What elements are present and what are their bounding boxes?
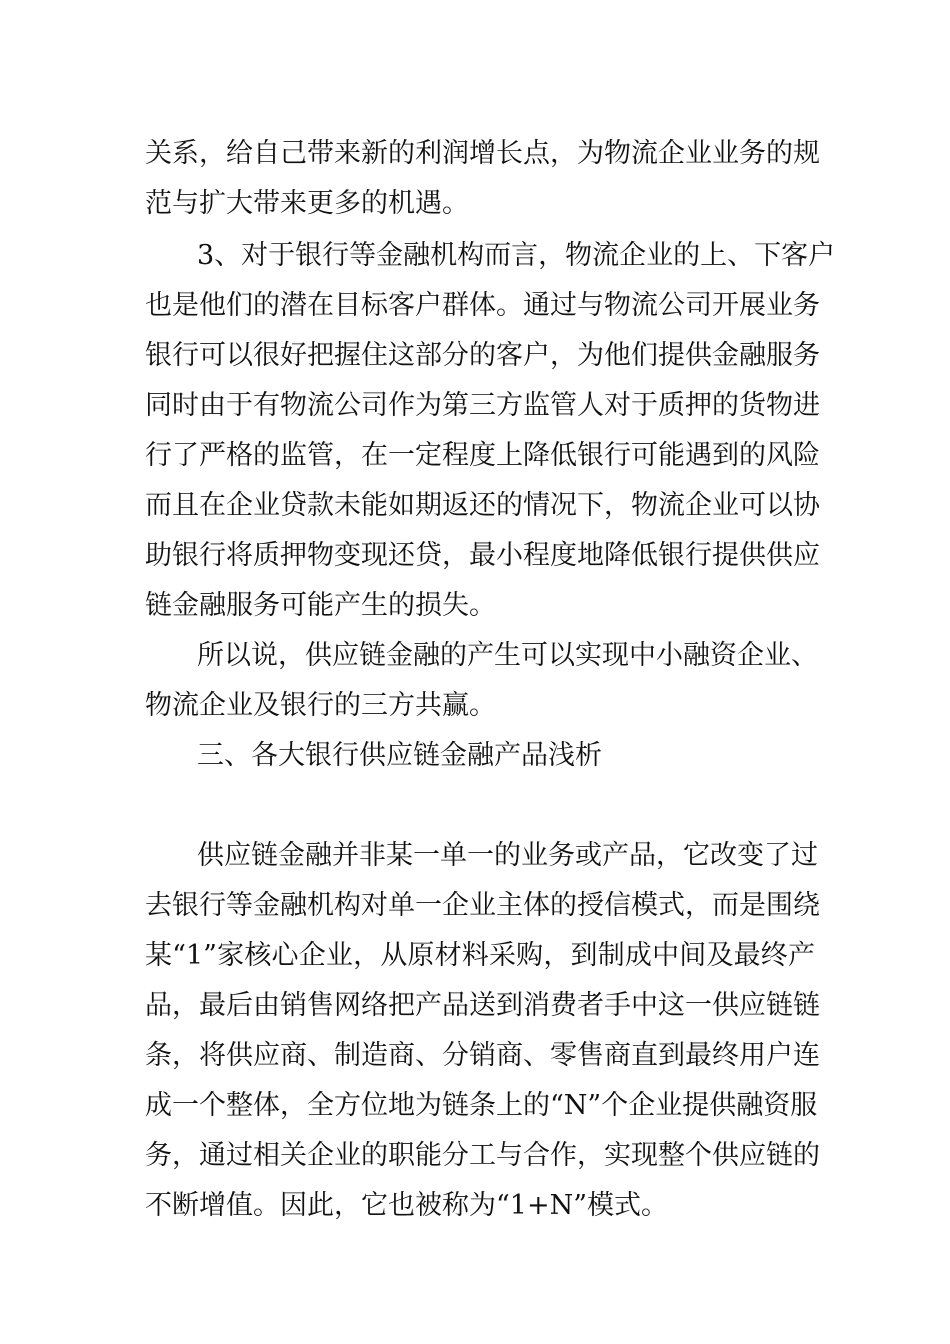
paragraph-line: 链金融服务可能产生的损失。 [145,590,496,621]
paragraph-line: 成一个整体，全方位地为链条上的“N”个企业提供融资服 [145,1090,818,1121]
paragraph-line: 去银行等金融机构对单一企业主体的授信模式，而是围绕 [145,890,820,921]
paragraph-line: 条，将供应商、制造商、分销商、零售商直到最终用户连 [145,1040,820,1071]
paragraph-line: 助银行将质押物变现还贷，最小程度地降低银行提供供应 [145,540,820,571]
paragraph-line: 品，最后由销售网络把产品送到消费者手中这一供应链链 [145,990,820,1021]
paragraph-line: 银行可以很好把握住这部分的客户，为他们提供金融服务 [145,340,820,371]
paragraph-line: 行了严格的监管，在一定程度上降低银行可能遇到的风险 [145,440,820,471]
paragraph-line: 物流企业及银行的三方共赢。 [145,690,496,721]
section-heading: 三、各大银行供应链金融产品浅析 [197,740,602,771]
paragraph-line: 供应链金融并非某一单一的业务或产品，它改变了过 [197,840,818,871]
paragraph-line: 务，通过相关企业的职能分工与合作，实现整个供应链的 [145,1140,820,1171]
paragraph-line: 同时由于有物流公司作为第三方监管人对于质押的货物进 [145,390,820,421]
paragraph-line: 关系，给自己带来新的利润增长点，为物流企业业务的规 [145,138,820,169]
paragraph-line: 也是他们的潜在目标客户群体。通过与物流公司开展业务 [145,290,820,321]
paragraph-line: 3、对于银行等金融机构而言，物流企业的上、下客户 [197,240,836,271]
paragraph-line: 范与扩大带来更多的机遇。 [145,188,469,219]
paragraph-line: 所以说，供应链金融的产生可以实现中小融资企业、 [197,640,818,671]
paragraph-line: 某“1”家核心企业，从原材料采购，到制成中间及最终产 [145,940,815,971]
paragraph-line: 不断增值。因此，它也被称为“1+N”模式。 [145,1190,669,1221]
paragraph-line: 而且在企业贷款未能如期返还的情况下，物流企业可以协 [145,490,820,521]
